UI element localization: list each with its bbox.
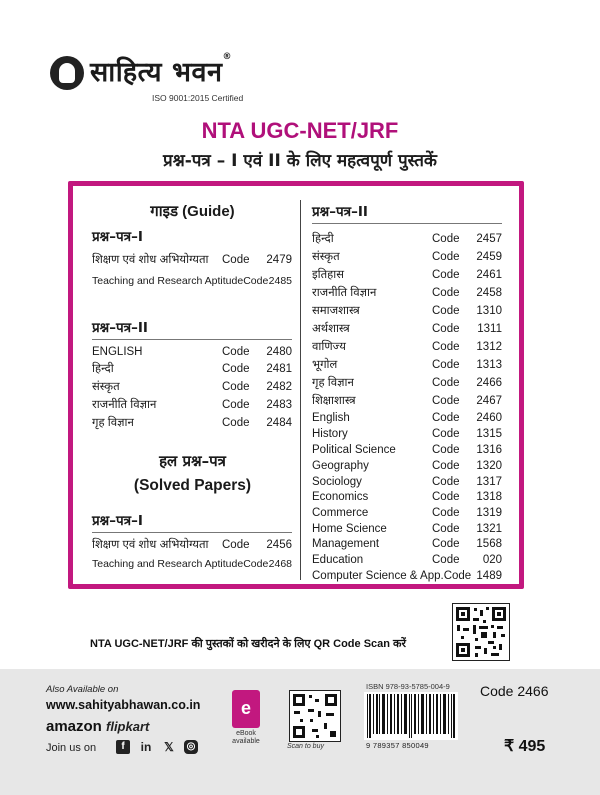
brand-name: साहित्य भवन® — [90, 52, 232, 88]
scan-to-buy-label: Scan to buy — [287, 743, 324, 750]
list-item: अर्थशास्त्र Code 1311 — [312, 323, 502, 335]
page-subtitle: प्रश्न-पत्र – I एवं II के लिए महत्वपूर्ण पुस्तकें — [163, 151, 437, 171]
ebook-icon[interactable]: e — [232, 690, 260, 728]
barcode-number: 9 789357 850049 — [366, 741, 429, 750]
list-item: English Code 2460 — [312, 412, 502, 424]
linkedin-icon[interactable]: in — [140, 740, 152, 754]
list-item: गृह विज्ञान Code 2484 — [92, 417, 292, 429]
list-item: Geography Code 1320 — [312, 460, 502, 472]
column-divider — [300, 200, 301, 580]
list-item: Home Science Code 1321 — [312, 523, 502, 535]
scan-to-buy-qr-icon[interactable] — [289, 690, 341, 742]
list-item: Political Science Code 1316 — [312, 444, 502, 456]
guide-heading: गाइड (Guide) — [150, 203, 235, 220]
solved-paper1-heading: प्रश्न–पत्र–I — [92, 513, 143, 529]
page-title: NTA UGC-NET/JRF — [201, 118, 399, 143]
list-item: हिन्दी Code 2457 — [312, 233, 502, 245]
instagram-icon[interactable]: ◎ — [184, 740, 198, 754]
list-item: Management Code 1568 — [312, 538, 502, 550]
list-item: समाजशास्त्र Code 1310 — [312, 305, 502, 317]
publisher-logo-icon — [50, 56, 84, 90]
solved-heading-english: (Solved Papers) — [133, 477, 252, 494]
paper1-heading: प्रश्न–पत्र–I — [92, 229, 143, 245]
list-item: Economics Code 1318 — [312, 491, 502, 503]
list-item: राजनीति विज्ञान Code 2483 — [92, 399, 292, 411]
list-item: Teaching and Research Aptitude Code 2485 — [92, 275, 292, 287]
book-code: Code 2466 — [480, 683, 549, 699]
also-available-label: Also Available on — [46, 684, 119, 695]
isbn-text: ISBN 978-93-5785-004-9 — [366, 682, 450, 691]
list-item: इतिहास Code 2461 — [312, 269, 502, 281]
flipkart-logo[interactable]: flipkart — [106, 719, 150, 734]
list-item: Commerce Code 1319 — [312, 507, 502, 519]
list-item: शिक्षण एवं शोध अभियोग्यता Code 2456 — [92, 539, 292, 551]
iso-certification: ISO 9001:2015 Certified — [152, 93, 244, 103]
list-item: वाणिज्य Code 1312 — [312, 341, 502, 353]
list-item: हिन्दी Code 2481 — [92, 363, 292, 375]
list-item: Teaching and Research Aptitude Code 2468 — [92, 558, 292, 570]
paper2-heading: प्रश्न–पत्र–II — [92, 320, 148, 336]
divider — [312, 223, 502, 224]
list-item: संस्कृत Code 2482 — [92, 381, 292, 393]
facebook-icon[interactable]: f — [116, 740, 130, 754]
list-item: History Code 1315 — [312, 428, 502, 440]
price: ₹ 495 — [504, 738, 546, 755]
divider — [92, 339, 292, 340]
list-item: Computer Science & App. Code 1489 — [312, 570, 502, 582]
list-item: शिक्षाशास्त्र Code 2467 — [312, 395, 502, 407]
list-item: राजनीति विज्ञान Code 2458 — [312, 287, 502, 299]
amazon-logo[interactable]: amazon — [46, 718, 102, 735]
barcode-icon — [364, 692, 458, 740]
join-us-label: Join us on — [46, 742, 97, 754]
list-item: ENGLISH Code 2480 — [92, 346, 292, 358]
solved-heading-hindi: हल प्रश्न–पत्र — [159, 452, 226, 470]
divider — [92, 532, 292, 533]
list-item: संस्कृत Code 2459 — [312, 251, 502, 263]
ebook-label: eBook available — [232, 730, 260, 745]
list-item: Education Code 020 — [312, 554, 502, 566]
right-paper2-heading: प्रश्न–पत्र–II — [312, 204, 368, 220]
list-item: शिक्षण एवं शोध अभियोग्यता Code 2479 — [92, 254, 292, 266]
qr-instruction: NTA UGC-NET/JRF की पुस्तकों को खरीदने के लिए QR Code Scan करें — [90, 638, 406, 650]
list-item: गृह विज्ञान Code 2466 — [312, 377, 502, 389]
list-item: Sociology Code 1317 — [312, 476, 502, 488]
list-item: भूगोल Code 1313 — [312, 359, 502, 371]
qr-code-icon[interactable] — [452, 603, 510, 661]
x-icon[interactable]: 𝕏 — [164, 740, 174, 754]
website-link[interactable]: www.sahityabhawan.co.in — [46, 698, 201, 712]
